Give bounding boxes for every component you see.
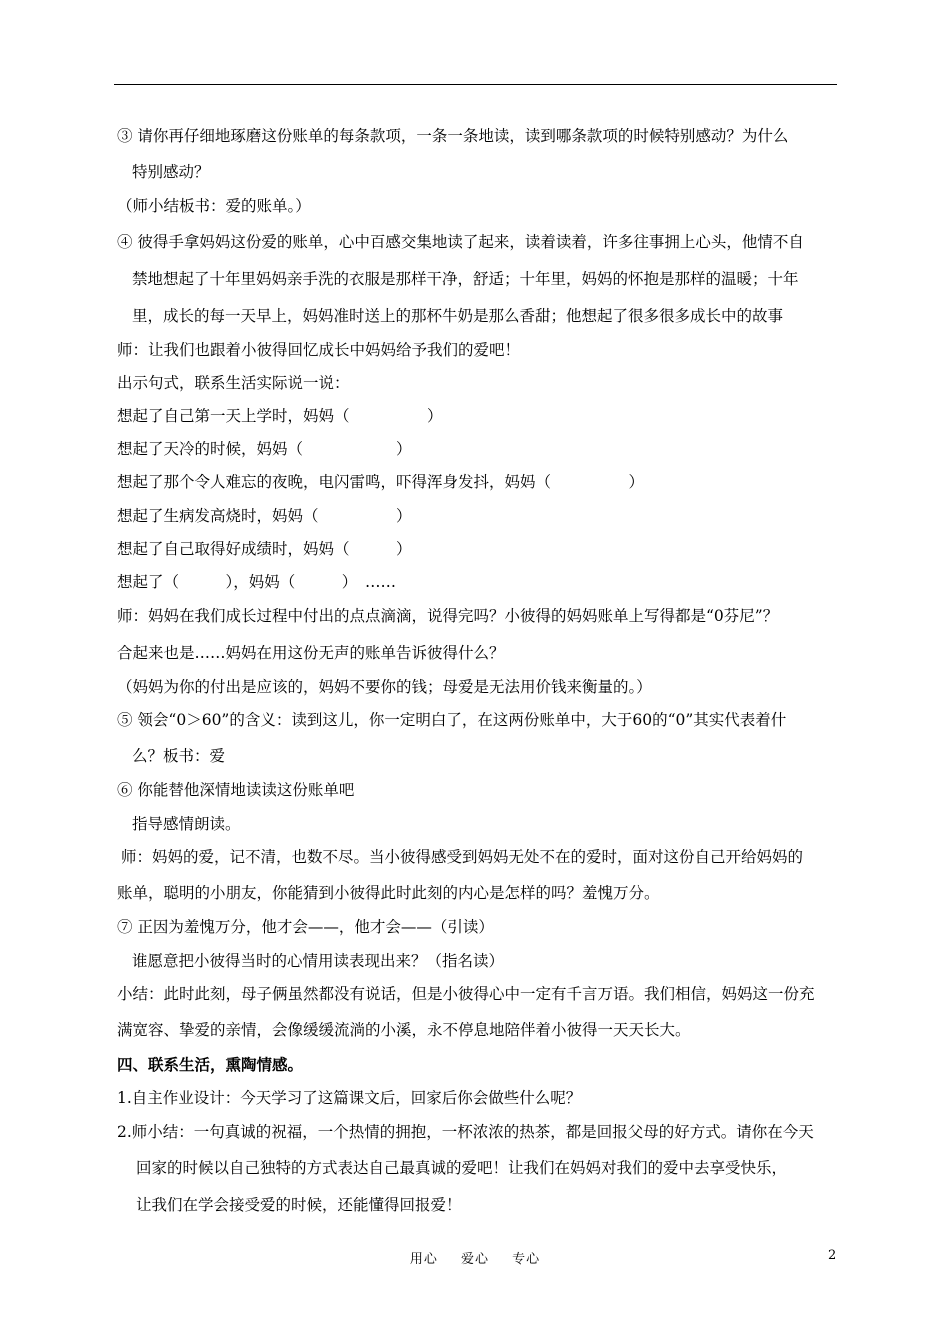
paragraph-line: ⑦ 正因为羞愧万分，他才会——，他才会——（引读） xyxy=(117,918,494,936)
paragraph-line: 想起了生病发高烧时，妈妈（ ） xyxy=(117,507,412,525)
paragraph-line: 小结：此时此刻，母子俩虽然都没有说话，但是小彼得心中一定有千言万语。我们相信，妈妈这一份充 xyxy=(117,985,815,1003)
paragraph-line: ④ 彼得手拿妈妈这份爱的账单，心中百感交集地读了起来，读着读着，许多往事拥上心头，他情不自 xyxy=(117,233,804,251)
paragraph-line: ⑤ 领会“0＞60”的含义：读到这儿，你一定明白了，在这两份账单中，大于60的“0”其实代表着什 xyxy=(117,711,787,729)
paragraph-line: 想起了自己取得好成绩时，妈妈（ ） xyxy=(117,540,412,558)
paragraph-line: 师：妈妈在我们成长过程中付出的点点滴滴，说得完吗？小彼得的妈妈账单上写得都是“0芬尼”？ xyxy=(117,607,779,625)
paragraph-line: 谁愿意把小彼得当时的心情用读表现出来？（指名读） xyxy=(132,952,505,970)
paragraph-line: 让我们在学会接受爱的时候，还能懂得回报爱！ xyxy=(136,1196,462,1214)
paragraph-line: 禁地想起了十年里妈妈亲手洗的衣服是那样干净，舒适；十年里，妈妈的怀抱是那样的温暖；十年 xyxy=(132,270,799,288)
paragraph-line: 么？板书：爱 xyxy=(132,747,226,765)
page-number: 2 xyxy=(828,1248,837,1263)
paragraph-line: 指导感情朗读。 xyxy=(132,815,241,833)
paragraph-line: 特别感动？ xyxy=(132,163,210,181)
paragraph-line: 1.自主作业设计：今天学习了这篇课文后，回家后你会做些什么呢？ xyxy=(117,1089,582,1107)
paragraph-line: 2.师小结：一句真诚的祝福，一个热情的拥抱，一杯浓浓的热茶，都是回报父母的好方式。请你在今天 xyxy=(117,1123,814,1141)
paragraph-line: ⑥ 你能替他深情地读读这份账单吧 xyxy=(117,781,355,799)
paragraph-line: 出示句式，联系生活实际说一说： xyxy=(117,374,350,392)
paragraph-line: 想起了自己第一天上学时，妈妈（ ） xyxy=(117,407,443,425)
section-heading: 四、联系生活，熏陶情感。 xyxy=(117,1055,304,1074)
paragraph-line: （妈妈为你的付出是应该的，妈妈不要你的钱；母爱是无法用价钱来衡量的。） xyxy=(117,678,652,696)
paragraph-line: 想起了那个令人难忘的夜晚，电闪雷鸣，吓得浑身发抖，妈妈（ ） xyxy=(117,473,645,491)
paragraph-line: 想起了天冷的时候，妈妈（ ） xyxy=(117,440,412,458)
footer-motto: 用心 爱心 专心 xyxy=(409,1252,541,1267)
paragraph-line: 账单，聪明的小朋友，你能猜到小彼得此时此刻的内心是怎样的吗？羞愧万分。 xyxy=(117,884,660,902)
paragraph-line: 满宽容、挚爱的亲情，会像缓缓流淌的小溪，永不停息地陪伴着小彼得一天天长大。 xyxy=(117,1021,691,1039)
paragraph-line: （师小结板书：爱的账单。） xyxy=(117,197,311,215)
header-rule xyxy=(114,84,837,85)
paragraph-line: 想起了（ ），妈妈（ ） …… xyxy=(117,573,397,591)
paragraph-line: 里，成长的每一天早上，妈妈准时送上的那杯牛奶是那么香甜；他想起了很多很多成长中的故事 xyxy=(132,307,784,325)
paragraph-line: 师：妈妈的爱，记不清，也数不尽。当小彼得感受到妈妈无处不在的爱时，面对这份自己开给妈妈的 xyxy=(121,848,804,866)
paragraph-line: 合起来也是……妈妈在用这份无声的账单告诉彼得什么？ xyxy=(117,644,505,662)
paragraph-line: 回家的时候以自己独特的方式表达自己最真诚的爱吧！让我们在妈妈对我们的爱中去享受快乐， xyxy=(136,1159,788,1177)
paragraph-line: 师：让我们也跟着小彼得回忆成长中妈妈给予我们的爱吧！ xyxy=(117,341,521,359)
paragraph-line: ③ 请你再仔细地琢磨这份账单的每条款项，一条一条地读，读到哪条款项的时候特别感动？为什么 xyxy=(117,127,789,145)
